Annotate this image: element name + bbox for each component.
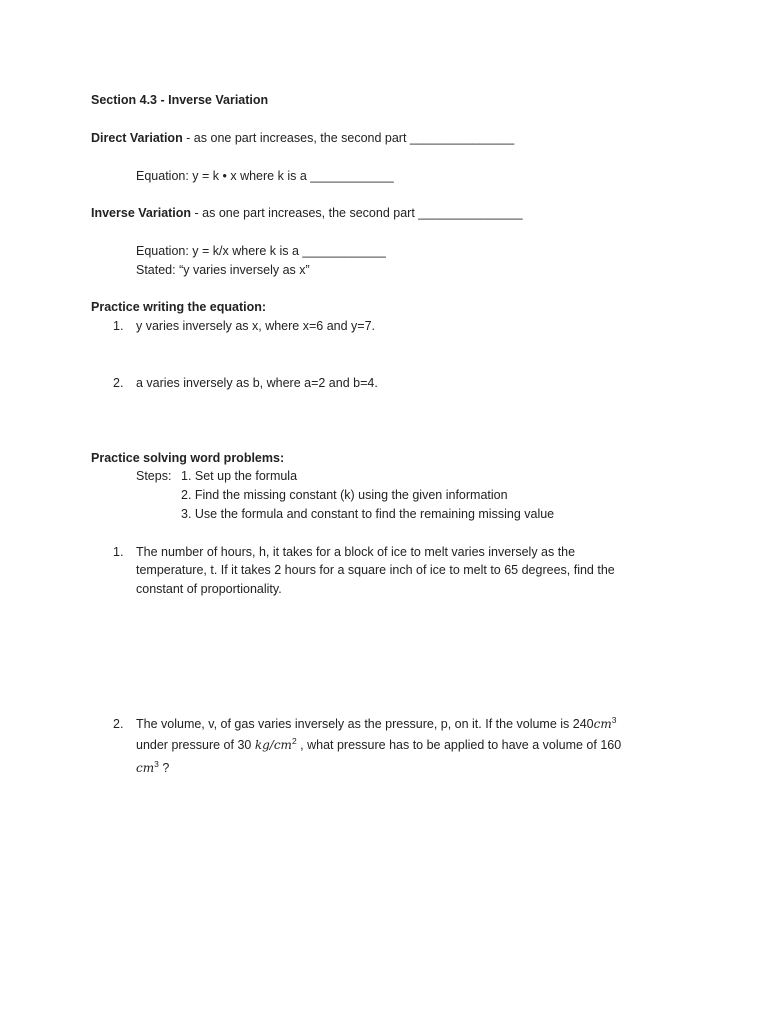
direct-variation-term: Direct Variation bbox=[91, 131, 183, 145]
problem-text-line: temperature, t. If it takes 2 hours for a square inch of ice to melt to 65 degrees, find the bbox=[136, 563, 615, 577]
step-item: 1. Set up the formula bbox=[181, 469, 298, 483]
problem-text-line: constant of proportionality. bbox=[136, 582, 282, 596]
inverse-variation-stated: Stated: “y varies inversely as x” bbox=[136, 263, 310, 277]
page-title: Section 4.3 - Inverse Variation bbox=[91, 93, 269, 107]
step-item: 2. Find the missing constant (k) using the given information bbox=[181, 488, 508, 502]
step-item: 3. Use the formula and constant to find the remaining missing value bbox=[181, 507, 555, 521]
problem-text-line bbox=[136, 760, 169, 776]
problem-number: 2. bbox=[113, 717, 124, 731]
inverse-variation-definition bbox=[91, 205, 523, 221]
unit-kg-per-cm: kg/cm bbox=[254, 738, 292, 752]
problem-text-line bbox=[136, 716, 616, 732]
exponent: 3 bbox=[154, 758, 159, 769]
inverse-variation-text: - as one part increases, the second part _______________ bbox=[191, 206, 523, 220]
exponent: 2 bbox=[291, 735, 297, 746]
practice-word-heading: Practice solving word problems: bbox=[91, 451, 285, 465]
problem-text: , what pressure has to be applied to have a volume of 160 bbox=[296, 738, 622, 752]
list-item-number: 1. bbox=[113, 319, 124, 333]
inverse-variation-term: Inverse Variation bbox=[91, 206, 192, 220]
list-item-number: 2. bbox=[113, 376, 124, 390]
problem-text: The volume, v, of gas varies inversely as the pressure, p, on it. If the volume is 240 bbox=[136, 717, 594, 731]
problem-text-line bbox=[136, 737, 621, 753]
direct-variation-text: - as one part increases, the second part _______________ bbox=[182, 131, 515, 145]
unit-cm: cm bbox=[136, 761, 155, 775]
problem-text: ? bbox=[158, 761, 170, 775]
problem-text-line: The number of hours, h, it takes for a block of ice to melt varies inversely as the bbox=[136, 545, 576, 559]
direct-variation-equation: Equation: y = k • x where k is a ____________ bbox=[136, 169, 394, 183]
list-item: a varies inversely as b, where a=2 and b=4. bbox=[136, 376, 378, 390]
inverse-variation-equation: Equation: y = k/x where k is a ____________ bbox=[136, 244, 386, 258]
list-item: y varies inversely as x, where x=6 and y=7. bbox=[136, 319, 376, 333]
problem-text: under pressure of 30 bbox=[136, 738, 255, 752]
problem-number: 1. bbox=[113, 545, 124, 559]
direct-variation-definition bbox=[91, 130, 514, 146]
steps-label: Steps: bbox=[136, 469, 172, 483]
unit-cm: cm bbox=[593, 717, 612, 731]
exponent: 3 bbox=[611, 714, 617, 725]
practice-equation-heading: Practice writing the equation: bbox=[91, 300, 267, 314]
